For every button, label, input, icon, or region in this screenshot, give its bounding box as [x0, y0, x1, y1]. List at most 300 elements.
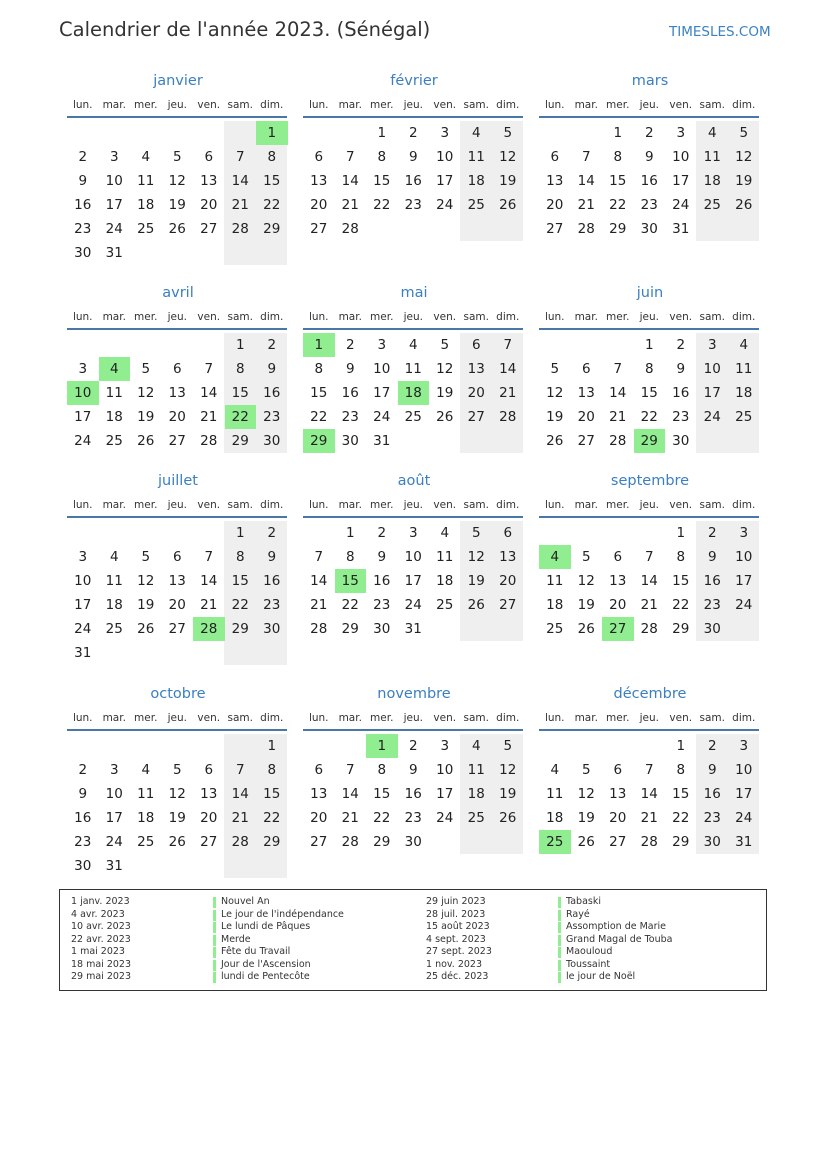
day-cell: 5	[581, 549, 591, 565]
day-cell: 10	[436, 149, 454, 165]
day-cell: 11	[436, 549, 454, 565]
weekday-label: dim.	[732, 499, 756, 511]
day-cell: 12	[735, 149, 753, 165]
day-cell: 24	[105, 834, 123, 850]
weekday-label: dim.	[732, 99, 756, 111]
month-name: octobre	[150, 686, 206, 702]
day-cell: 19	[137, 409, 155, 425]
day-cell: 24	[735, 597, 753, 613]
weekday-label: dim.	[732, 712, 756, 724]
weekday-label: ven.	[433, 311, 457, 323]
day-cell: 26	[499, 810, 517, 826]
day-cell: 19	[137, 597, 155, 613]
day-cell: 22	[373, 197, 391, 213]
day-cell: 17	[373, 385, 391, 401]
day-cell: 28	[499, 409, 517, 425]
day-cell: 10	[735, 762, 753, 778]
day-cell: 19	[546, 409, 564, 425]
day-cell: 17	[703, 385, 721, 401]
day-cell: 3	[109, 149, 119, 165]
day-cell: 10	[703, 361, 721, 377]
day-cell: 15	[609, 173, 627, 189]
day-cell: 14	[341, 173, 359, 189]
header-rule	[303, 116, 523, 118]
day-cell: 7	[345, 149, 355, 165]
day-cell: 8	[235, 361, 245, 377]
weekday-label: dim.	[496, 311, 520, 323]
day-cell: 20	[200, 810, 218, 826]
day-cell: 23	[263, 597, 281, 613]
day-cell: 22	[672, 597, 690, 613]
day-cell: 4	[471, 125, 481, 141]
weekday-label: ven.	[433, 712, 457, 724]
day-cell: 30	[703, 834, 721, 850]
day-cell: 15	[231, 385, 249, 401]
day-cell: 19	[436, 385, 454, 401]
weekday-label: jeu.	[639, 499, 659, 511]
day-cell: 21	[341, 810, 359, 826]
legend-marker	[213, 935, 216, 946]
header-rule	[303, 328, 523, 330]
day-cell: 11	[546, 573, 564, 589]
day-cell: 7	[345, 762, 355, 778]
day-cell: 13	[168, 385, 186, 401]
legend-date: 10 avr. 2023	[71, 921, 131, 932]
day-cell: 9	[676, 361, 686, 377]
day-cell: 7	[235, 762, 245, 778]
day-cell: 24	[436, 197, 454, 213]
day-cell: 16	[263, 385, 281, 401]
day-cell: 26	[168, 221, 186, 237]
weekday-label: mer.	[370, 499, 394, 511]
day-cell: 2	[707, 525, 717, 541]
weekday-label: ven.	[669, 499, 693, 511]
day-cell: 2	[78, 762, 88, 778]
weekday-label: mar.	[574, 99, 598, 111]
holiday-day: 10	[67, 381, 99, 405]
legend-holiday-name: Fête du Travail	[221, 946, 291, 957]
day-cell: 3	[707, 337, 717, 353]
legend-date: 18 mai 2023	[71, 958, 132, 970]
day-cell: 31	[672, 221, 690, 237]
header-rule	[539, 116, 759, 118]
day-cell: 20	[168, 597, 186, 613]
header-rule	[303, 516, 523, 518]
day-cell: 18	[137, 197, 155, 213]
day-cell: 3	[377, 337, 387, 353]
holiday-day: 29	[634, 429, 666, 453]
weekday-label: ven.	[433, 99, 457, 111]
day-cell: 11	[137, 173, 155, 189]
day-cell: 12	[168, 786, 186, 802]
holiday-day: 22	[225, 405, 257, 429]
day-cell: 8	[613, 149, 623, 165]
weekday-label: dim.	[496, 99, 520, 111]
day-cell: 7	[204, 361, 214, 377]
weekday-label: jeu.	[403, 99, 423, 111]
weekday-label: sam.	[227, 311, 253, 323]
day-cell: 15	[231, 573, 249, 589]
legend-date: 27 sept. 2023	[426, 946, 492, 957]
weekday-label: jeu.	[639, 712, 659, 724]
day-cell: 29	[341, 621, 359, 637]
day-cell: 26	[577, 621, 595, 637]
day-cell: 12	[436, 361, 454, 377]
holiday-day: 28	[193, 617, 225, 641]
day-cell: 19	[499, 786, 517, 802]
day-cell: 17	[74, 409, 92, 425]
day-cell: 23	[341, 409, 359, 425]
day-cell: 5	[141, 549, 151, 565]
legend-marker	[213, 960, 216, 971]
day-cell: 9	[78, 786, 88, 802]
day-cell: 17	[105, 197, 123, 213]
day-cell: 14	[577, 173, 595, 189]
day-cell: 3	[78, 361, 88, 377]
day-cell: 11	[137, 786, 155, 802]
day-cell: 1	[644, 337, 654, 353]
day-cell: 19	[168, 197, 186, 213]
day-cell: 21	[341, 197, 359, 213]
day-cell: 18	[137, 810, 155, 826]
day-cell: 24	[74, 433, 92, 449]
legend-marker	[213, 897, 216, 908]
day-cell: 14	[640, 573, 658, 589]
day-cell: 22	[310, 409, 328, 425]
day-cell: 7	[644, 762, 654, 778]
weekday-label: dim.	[496, 712, 520, 724]
header-rule	[303, 729, 523, 731]
day-cell: 12	[137, 573, 155, 589]
day-cell: 16	[341, 385, 359, 401]
day-cell: 7	[613, 361, 623, 377]
day-cell: 7	[581, 149, 591, 165]
day-cell: 2	[78, 149, 88, 165]
day-cell: 25	[467, 810, 485, 826]
day-cell: 25	[703, 197, 721, 213]
day-cell: 31	[373, 433, 391, 449]
day-cell: 25	[436, 597, 454, 613]
day-cell: 19	[577, 810, 595, 826]
weekday-label: jeu.	[639, 311, 659, 323]
day-cell: 19	[467, 573, 485, 589]
day-cell: 29	[231, 433, 249, 449]
day-cell: 20	[310, 810, 328, 826]
day-cell: 22	[640, 409, 658, 425]
day-cell: 4	[109, 549, 119, 565]
day-cell: 15	[310, 385, 328, 401]
day-cell: 2	[644, 125, 654, 141]
day-cell: 2	[267, 337, 277, 353]
header-rule	[67, 328, 287, 330]
day-cell: 12	[577, 573, 595, 589]
day-cell: 2	[408, 738, 418, 754]
weekday-label: lun.	[544, 99, 565, 111]
weekday-label: lun.	[544, 311, 565, 323]
legend-holiday-name: le jour de Noël	[566, 971, 636, 982]
weekday-label: lun.	[308, 499, 329, 511]
weekday-label: jeu.	[167, 712, 187, 724]
day-cell: 15	[373, 786, 391, 802]
legend-holiday-name: Merde	[221, 933, 251, 945]
day-cell: 23	[672, 409, 690, 425]
legend-date: 1 mai 2023	[71, 946, 125, 957]
legend-holiday-name: Assomption de Marie	[566, 921, 667, 932]
holiday-day: 4	[539, 545, 571, 569]
day-cell: 30	[672, 433, 690, 449]
day-cell: 22	[672, 810, 690, 826]
day-cell: 15	[672, 573, 690, 589]
day-cell: 11	[105, 385, 123, 401]
weekday-label: mer.	[370, 99, 394, 111]
day-cell: 24	[105, 221, 123, 237]
day-cell: 25	[105, 433, 123, 449]
day-cell: 12	[499, 149, 517, 165]
weekday-label: mer.	[606, 499, 630, 511]
weekday-label: jeu.	[639, 99, 659, 111]
day-cell: 28	[640, 834, 658, 850]
day-cell: 3	[739, 525, 749, 541]
weekday-label: mar.	[102, 99, 126, 111]
legend-holiday-name: Grand Magal de Touba	[566, 933, 673, 945]
day-cell: 25	[137, 221, 155, 237]
holiday-day: 1	[366, 734, 398, 758]
weekday-label: mer.	[370, 712, 394, 724]
day-cell: 6	[314, 762, 324, 778]
weekday-label: mar.	[102, 499, 126, 511]
weekday-label: mer.	[134, 311, 158, 323]
legend-holiday-name: Tabaski	[566, 896, 601, 907]
day-cell: 20	[609, 810, 627, 826]
weekday-label: mar.	[574, 712, 598, 724]
day-cell: 26	[467, 597, 485, 613]
day-cell: 25	[467, 197, 485, 213]
day-cell: 30	[373, 621, 391, 637]
day-cell: 11	[467, 149, 485, 165]
legend-date: 4 avr. 2023	[71, 908, 125, 920]
weekday-label: sam.	[699, 99, 725, 111]
day-cell: 21	[577, 197, 595, 213]
weekday-label: ven.	[669, 99, 693, 111]
weekday-label: ven.	[197, 499, 221, 511]
day-cell: 28	[341, 221, 359, 237]
day-cell: 10	[74, 573, 92, 589]
day-cell: 18	[546, 810, 564, 826]
day-cell: 15	[672, 786, 690, 802]
day-cell: 21	[200, 409, 218, 425]
header-rule	[67, 116, 287, 118]
day-cell: 26	[168, 834, 186, 850]
legend-holiday-name: Le lundi de Pâques	[221, 921, 311, 932]
weekday-label: sam.	[227, 499, 253, 511]
day-cell: 28	[577, 221, 595, 237]
day-cell: 30	[263, 433, 281, 449]
weekday-label: sam.	[699, 311, 725, 323]
month-name: août	[397, 473, 431, 489]
day-cell: 2	[408, 125, 418, 141]
day-cell: 14	[231, 173, 249, 189]
day-cell: 14	[499, 361, 517, 377]
day-cell: 11	[404, 361, 422, 377]
weekday-label: mar.	[102, 712, 126, 724]
weekday-label: lun.	[72, 99, 93, 111]
day-cell: 23	[703, 597, 721, 613]
day-cell: 31	[74, 645, 92, 661]
day-cell: 23	[404, 197, 422, 213]
day-cell: 29	[609, 221, 627, 237]
weekday-label: dim.	[496, 499, 520, 511]
day-cell: 6	[613, 549, 623, 565]
day-cell: 14	[609, 385, 627, 401]
header-rule	[67, 729, 287, 731]
day-cell: 9	[345, 361, 355, 377]
day-cell: 23	[74, 834, 92, 850]
weekday-label: lun.	[308, 99, 329, 111]
day-cell: 30	[263, 621, 281, 637]
day-cell: 14	[341, 786, 359, 802]
day-cell: 3	[440, 125, 450, 141]
day-cell: 28	[310, 621, 328, 637]
day-cell: 13	[609, 573, 627, 589]
legend-marker	[213, 922, 216, 933]
day-cell: 12	[168, 173, 186, 189]
weekday-label: sam.	[699, 499, 725, 511]
day-cell: 25	[137, 834, 155, 850]
day-cell: 16	[263, 573, 281, 589]
day-cell: 26	[137, 433, 155, 449]
day-cell: 9	[408, 762, 418, 778]
weekday-label: sam.	[699, 712, 725, 724]
weekday-label: dim.	[732, 311, 756, 323]
day-cell: 24	[74, 621, 92, 637]
day-cell: 1	[235, 525, 245, 541]
day-cell: 4	[141, 762, 151, 778]
day-cell: 17	[735, 786, 753, 802]
day-cell: 6	[172, 549, 182, 565]
day-cell: 29	[373, 834, 391, 850]
day-cell: 12	[499, 762, 517, 778]
holiday-day: 27	[602, 617, 634, 641]
day-cell: 13	[499, 549, 517, 565]
day-cell: 22	[373, 810, 391, 826]
day-cell: 4	[739, 337, 749, 353]
day-cell: 9	[707, 762, 717, 778]
weekday-label: lun.	[308, 311, 329, 323]
day-cell: 10	[373, 361, 391, 377]
day-cell: 19	[168, 810, 186, 826]
day-cell: 20	[467, 385, 485, 401]
day-cell: 5	[550, 361, 560, 377]
legend-marker	[558, 910, 561, 921]
day-cell: 26	[577, 834, 595, 850]
day-cell: 6	[581, 361, 591, 377]
day-cell: 20	[310, 197, 328, 213]
day-cell: 2	[377, 525, 387, 541]
day-cell: 27	[546, 221, 564, 237]
day-cell: 31	[105, 858, 123, 874]
day-cell: 21	[640, 597, 658, 613]
weekday-label: ven.	[669, 712, 693, 724]
holiday-day: 29	[303, 429, 335, 453]
day-cell: 16	[703, 573, 721, 589]
day-cell: 27	[168, 433, 186, 449]
day-cell: 11	[735, 361, 753, 377]
weekday-label: mer.	[606, 99, 630, 111]
legend-date: 29 juin 2023	[426, 896, 486, 907]
legend-date: 22 avr. 2023	[71, 933, 131, 945]
day-cell: 1	[345, 525, 355, 541]
month-name: juillet	[158, 473, 198, 489]
weekday-label: mar.	[338, 499, 362, 511]
site-link[interactable]: TIMESLES.COM	[669, 24, 771, 40]
weekday-label: mar.	[574, 499, 598, 511]
day-cell: 5	[739, 125, 749, 141]
weekday-label: mer.	[134, 712, 158, 724]
day-cell: 8	[676, 762, 686, 778]
day-cell: 16	[640, 173, 658, 189]
day-cell: 24	[703, 409, 721, 425]
holiday-day: 4	[99, 357, 131, 381]
day-cell: 24	[373, 409, 391, 425]
day-cell: 20	[609, 597, 627, 613]
month-name: février	[390, 73, 438, 89]
day-cell: 2	[267, 525, 277, 541]
day-cell: 13	[168, 573, 186, 589]
legend-holiday-name: Jour de l'Ascension	[221, 958, 311, 970]
day-cell: 8	[377, 149, 387, 165]
day-cell: 16	[404, 173, 422, 189]
day-cell: 3	[78, 549, 88, 565]
legend-marker	[558, 972, 561, 983]
weekday-label: dim.	[260, 311, 284, 323]
day-cell: 7	[204, 549, 214, 565]
day-cell: 1	[235, 337, 245, 353]
legend-marker	[558, 947, 561, 958]
day-cell: 27	[310, 221, 328, 237]
weekday-label: sam.	[463, 712, 489, 724]
weekday-label: lun.	[544, 712, 565, 724]
month-name: juin	[636, 285, 664, 301]
legend-holiday-name: Le jour de l'indépendance	[221, 908, 344, 920]
day-cell: 12	[546, 385, 564, 401]
page-title: Calendrier de l'année 2023. (Sénégal)	[59, 18, 431, 41]
day-cell: 24	[735, 810, 753, 826]
day-cell: 6	[471, 337, 481, 353]
weekday-label: sam.	[227, 99, 253, 111]
day-cell: 20	[577, 409, 595, 425]
day-cell: 5	[503, 125, 513, 141]
day-cell: 11	[105, 573, 123, 589]
day-cell: 4	[707, 125, 717, 141]
day-cell: 15	[263, 173, 281, 189]
day-cell: 3	[408, 525, 418, 541]
day-cell: 5	[172, 149, 182, 165]
day-cell: 23	[640, 197, 658, 213]
holiday-day: 18	[398, 381, 430, 405]
day-cell: 8	[644, 361, 654, 377]
day-cell: 16	[74, 810, 92, 826]
day-cell: 17	[105, 810, 123, 826]
day-cell: 3	[109, 762, 119, 778]
weekday-label: ven.	[197, 311, 221, 323]
day-cell: 26	[546, 433, 564, 449]
month-name: avril	[162, 285, 194, 301]
weekday-label: lun.	[72, 712, 93, 724]
day-cell: 23	[703, 810, 721, 826]
weekday-label: sam.	[463, 311, 489, 323]
day-cell: 17	[74, 597, 92, 613]
weekday-label: lun.	[308, 712, 329, 724]
